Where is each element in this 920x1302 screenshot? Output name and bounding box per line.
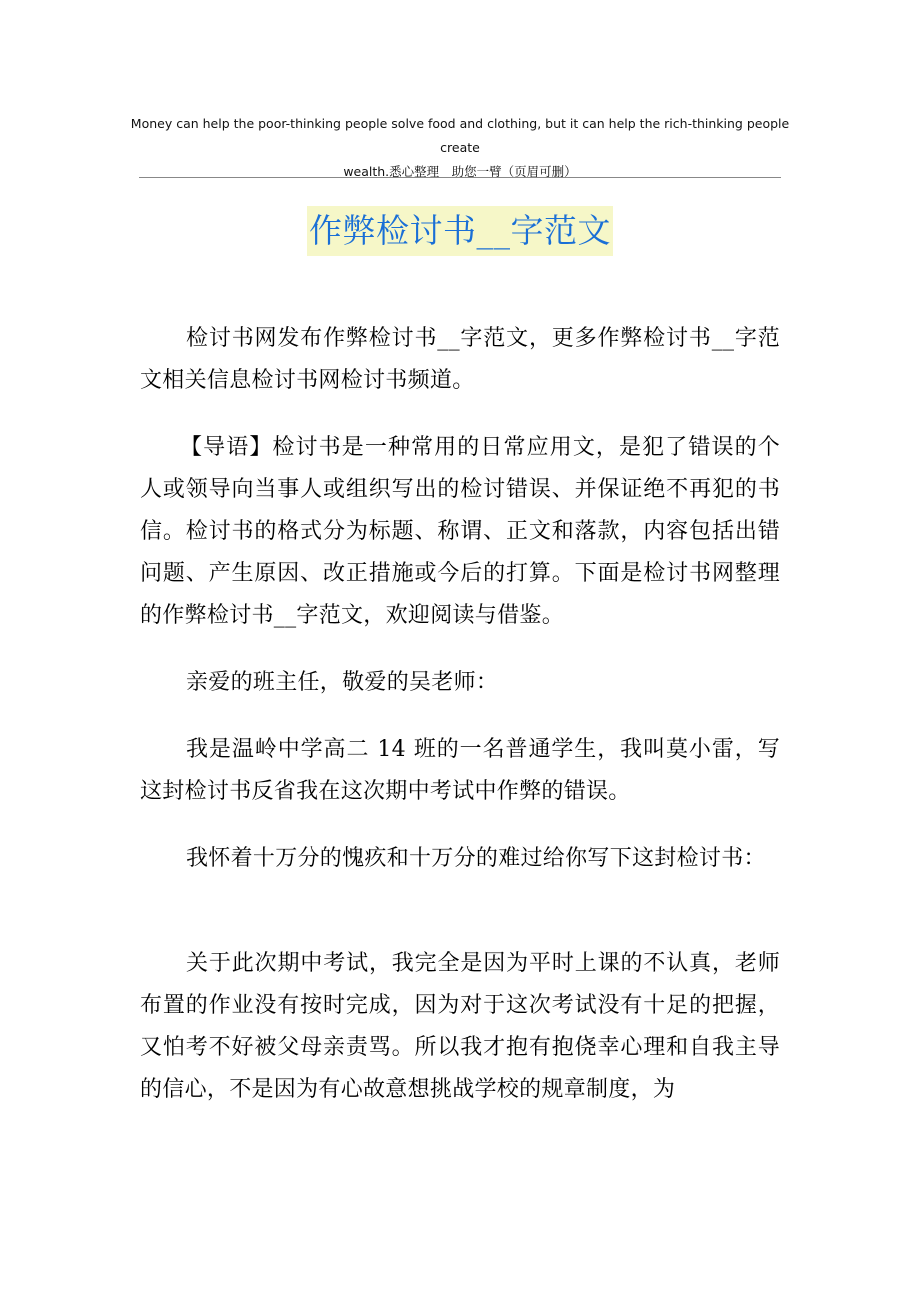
paragraph-gap <box>140 905 780 943</box>
paragraph-intro: 检讨书网发布作弊检讨书__字范文，更多作弊检讨书__字范文相关信息检讨书网检讨书频道。 <box>140 326 780 393</box>
paragraph-self-intro: 我是温岭中学高二 14 班的一名普通学生，我叫莫小雷，写这封检讨书反省我在这次期中考试中作弊的错误。 <box>140 737 780 804</box>
paragraph-guide: 【导语】检讨书是一种常用的日常应用文，是犯了错误的个人或领导向当事人或组织写出的检讨错误、并保证绝不再犯的书信。检讨书的格式分为标题、称谓、正文和落款，内容包括出错问题、产生原因、改正措施或今后的打算。下面是检讨书网整理的作弊检讨书__字范文，欢迎阅读与借鉴。 <box>140 435 780 628</box>
header-line-2: wealth.悉心整理 助您一臂（页眉可删） <box>343 164 577 179</box>
title-container <box>0 206 920 256</box>
page-header <box>130 112 790 184</box>
paragraph-opening: 我怀着十万分的愧疚和十万分的难过给你写下这封检讨书： <box>186 846 766 871</box>
header-divider <box>139 177 781 178</box>
paragraph-reason: 关于此次期中考试，我完全是因为平时上课的不认真，老师布置的作业没有按时完成，因为对于这次考试没有十足的把握，又怕考不好被父母亲责骂。所以我才抱有抱侥幸心理和自我主导的信心，不是因为有心故意想挑战学校的规章制度，为 <box>140 951 780 1102</box>
header-line-1: Money can help the poor-thinking people solve food and clothing, but it can help the rich-thinking people create <box>130 116 790 155</box>
document-title: 作弊检讨书__字范文 <box>307 206 613 256</box>
document-body <box>140 318 780 1136</box>
paragraph-salutation: 亲爱的班主任，敬爱的吴老师： <box>186 670 499 695</box>
